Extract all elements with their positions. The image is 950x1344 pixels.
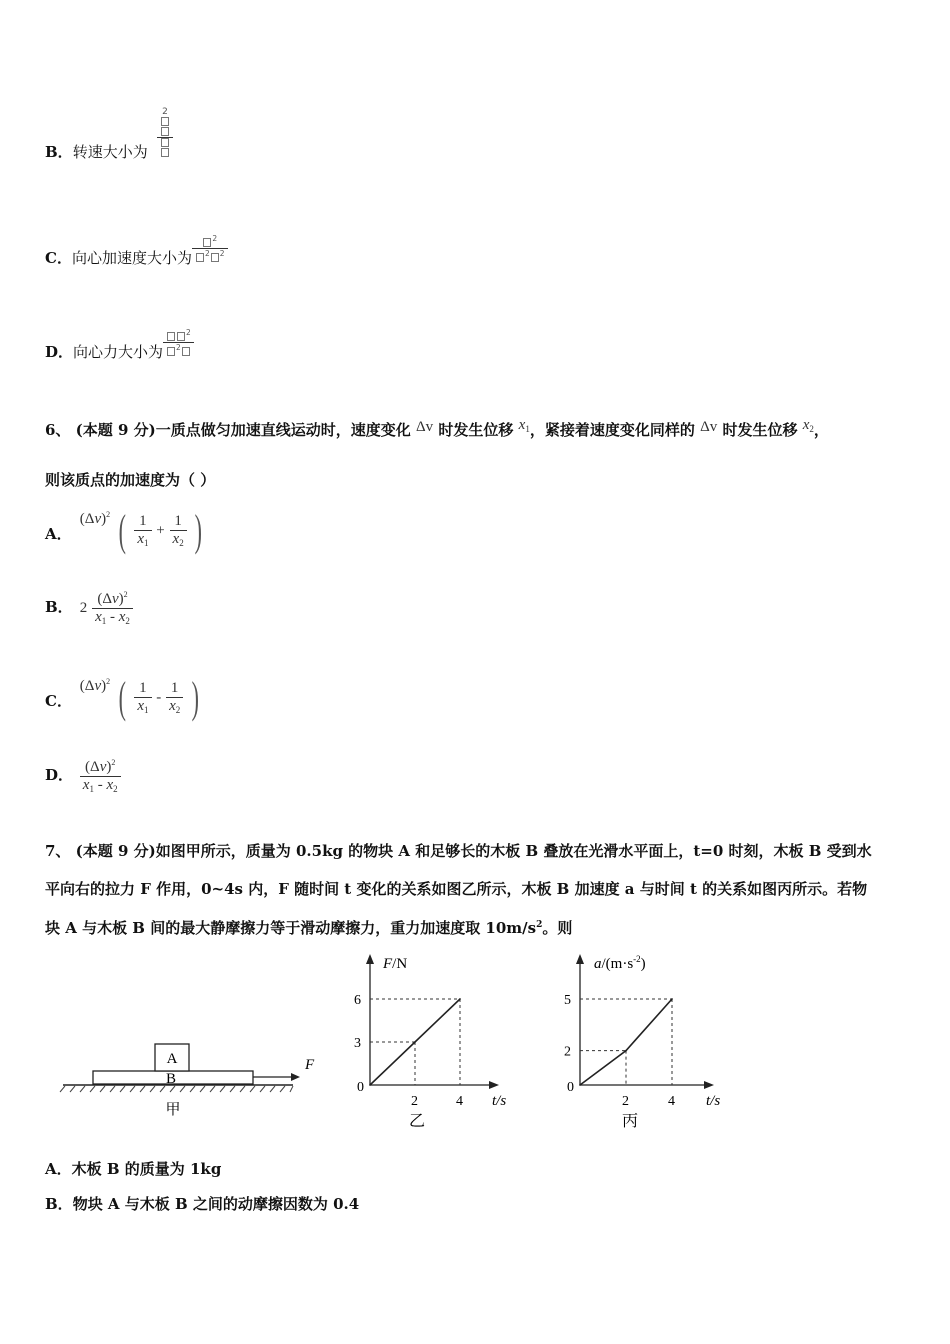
data-point: [579, 1084, 581, 1086]
q6-option-c: C． $(\Delta v)^2$ ( $\frac{1}{x_1}$ - $\frac{1}{x_2}$ ): [45, 673, 200, 722]
y-tick-label: 2: [564, 1044, 571, 1060]
formula-c: $\frac{^2}{^2 ^2}$: [192, 234, 228, 263]
data-point: [459, 998, 461, 1000]
option-label: B．: [45, 1195, 73, 1213]
q7-stem-line3: 块 A 与木板 B 间的最大静摩擦力等于滑动摩擦力，重力加速度取 $10m/s^2$。则: [45, 919, 573, 937]
y-axis-label: F/N: [383, 956, 408, 972]
option-text: 物块 A 与木板 B 之间的动摩擦因数为 0.4: [72, 1195, 360, 1213]
y-axis-arrow: [576, 954, 584, 964]
q6-stem-line2: 则该质点的加速度为（ ）: [45, 471, 216, 489]
caption-bing: 丙: [621, 1113, 639, 1130]
q6-stem: 6、 (本题 9 分)一质点做匀加速直线运动时，速度变化 Δv 时发生位移 $x_1$，紧接着速度变化同样的 Δv 时发生位移 $x_2$，: [45, 417, 829, 439]
x-axis-label: t/s: [492, 1093, 507, 1109]
y-axis-label: $a/(m\cdot s^{-2})$: [594, 954, 646, 972]
caption-jia: 甲: [165, 1102, 181, 1118]
x-tick-label: 4: [456, 1094, 463, 1109]
option-text: 木板 B 的质量为 1kg: [71, 1160, 222, 1178]
y-tick-label: 6: [354, 993, 361, 1008]
caption-yi: 乙: [408, 1113, 426, 1130]
data-point: [671, 998, 673, 1000]
q7-stem-line2: 平向右的拉力 F 作用，0~4s 内，F 随时间 t 变化的关系如图乙所示，木板 B 加速度 a 与时间 t 的关系如图丙所示。若物: [45, 880, 868, 898]
origin-label: 0: [357, 1080, 364, 1095]
q5-option-c: [45, 234, 228, 275]
figure-yi-chart: [345, 950, 525, 1130]
x-tick-label: 2: [411, 1094, 418, 1109]
q6-option-d: D． $\frac{(\Delta v)^2}{x_1 - x_2}$: [45, 758, 121, 794]
x-tick-label: 2: [622, 1094, 629, 1109]
option-text: 向心加速度大小为: [71, 249, 192, 267]
x-axis-arrow: [704, 1081, 714, 1089]
force-arrowhead: [291, 1073, 300, 1081]
q6-option-b: B． 2 $\frac{(\Delta v)^2}{x_1 - x_2}$: [45, 590, 133, 626]
option-text: 向心力大小为: [73, 343, 164, 361]
data-point: [625, 1050, 627, 1052]
data-point: [369, 1084, 371, 1086]
data-line: [580, 999, 672, 1085]
q7-option-a: [45, 1158, 221, 1179]
formula-b: 2: [157, 107, 173, 158]
option-label: B．: [45, 143, 73, 161]
option-label: A．: [45, 1160, 72, 1178]
option-label: C．: [45, 249, 72, 267]
force-label: F: [305, 1057, 315, 1073]
option-label: D．: [45, 343, 74, 361]
q6-option-a: A． $(\Delta v)^2$ ( $\frac{1}{x_1}$ + $\frac{1}{x_2}$ ): [45, 506, 203, 555]
x-axis-label: t/s: [706, 1093, 721, 1109]
formula-d: $\frac{^2}{^2}$: [163, 328, 194, 357]
ground-hatch: [60, 1086, 293, 1092]
q7-option-b: [45, 1193, 359, 1214]
origin-label: 0: [567, 1080, 574, 1095]
q7-stem-line1: 7、 (本题 9 分)如图甲所示，质量为 0.5kg 的物块 A 和足够长的木板 B 叠放在光滑水平面上，t=0 时刻，木板 B 受到水: [45, 842, 872, 860]
y-tick-label: 5: [564, 993, 571, 1008]
figure-jia: [55, 1030, 325, 1125]
block-a-label: A: [166, 1051, 178, 1067]
y-tick-label: 3: [354, 1036, 361, 1051]
figure-bing-chart: [560, 950, 740, 1130]
x-tick-label: 4: [668, 1094, 675, 1109]
board-b-label: B: [165, 1071, 177, 1087]
q5-option-d: [45, 328, 194, 369]
option-text: 转速大小为: [72, 143, 148, 161]
x-axis-arrow: [489, 1081, 499, 1089]
data-point: [414, 1041, 416, 1043]
y-axis-arrow: [366, 954, 374, 964]
